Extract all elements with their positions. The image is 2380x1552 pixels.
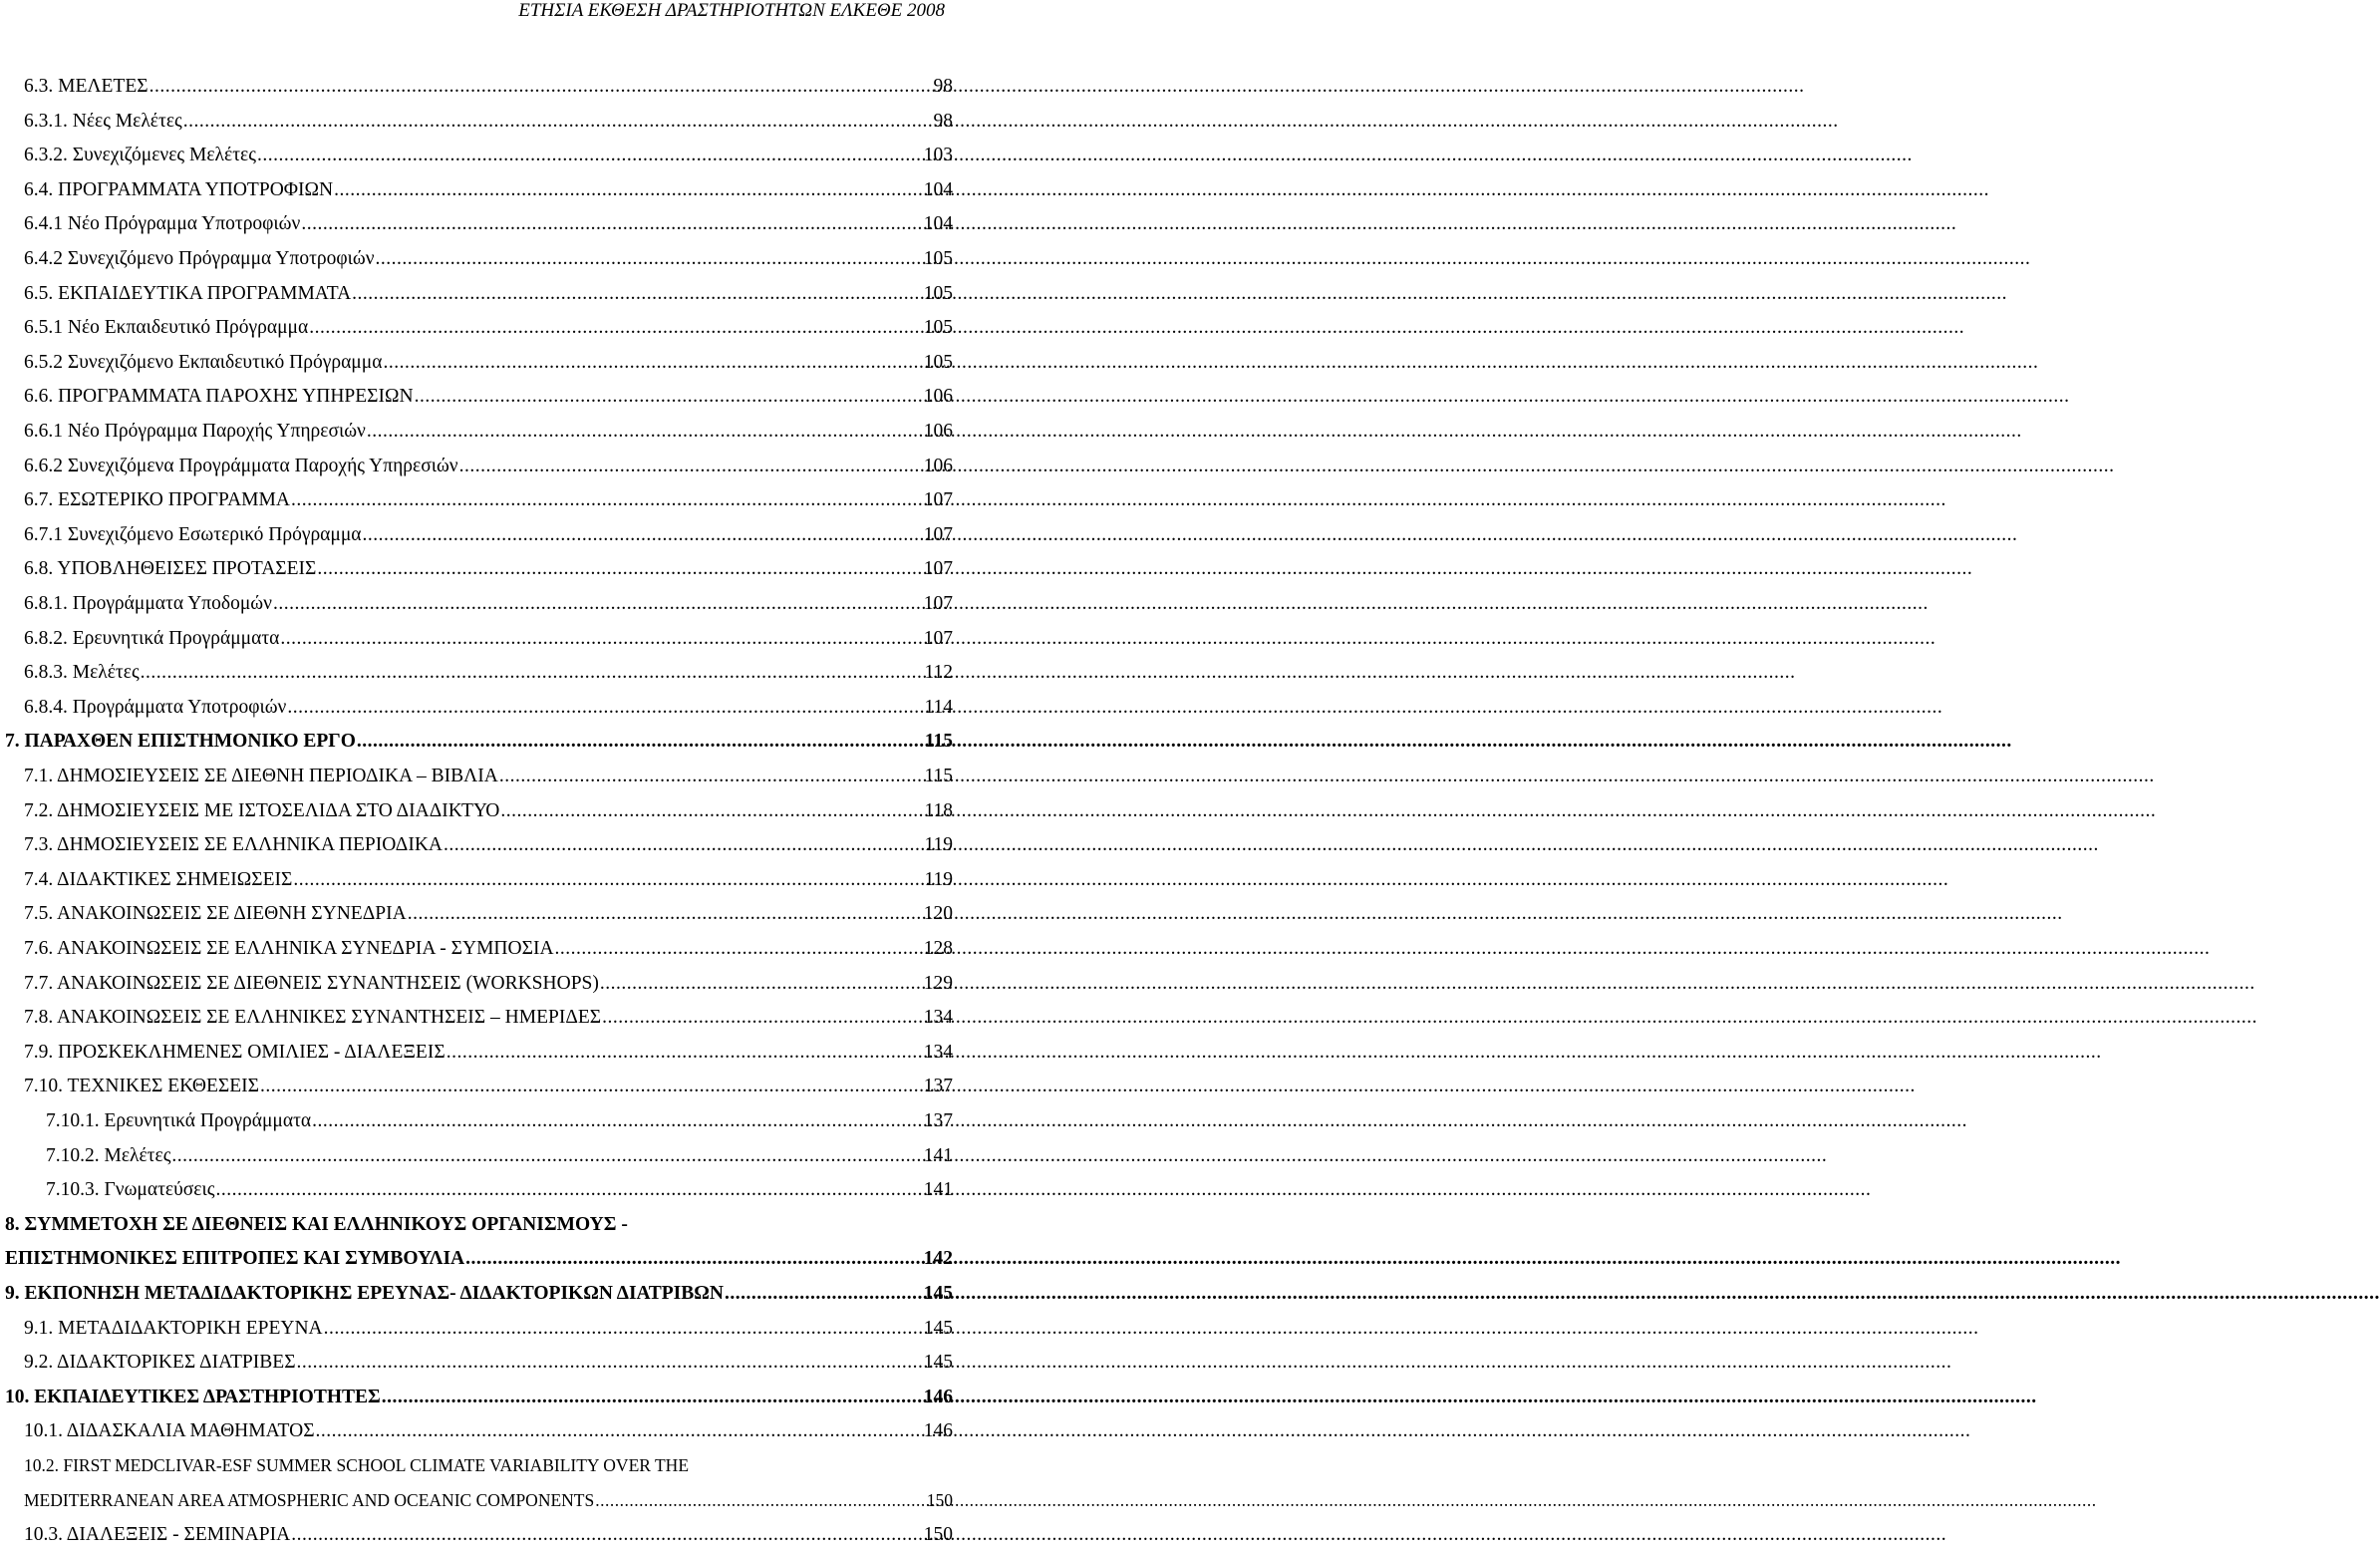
toc-entry-line [24,104,953,139]
toc-entry-label: 6.8.4. Προγράμματα Υποτροφιών [24,696,287,718]
toc-entry[interactable] [0,276,957,311]
toc-entry-line [24,1413,953,1448]
toc-entry-line [24,586,953,621]
toc-entry-page: 105 [923,317,953,339]
toc-entry-line [24,1069,953,1103]
toc-entry-label: 7.7. ΑΝΑΚΟΙΝΩΣΕΙΣ ΣΕ ΔΙΕΘΝΕΙΣ ΣΥΝΑΝΤΗΣΕΙΣ (WORKSHOPS) [24,972,599,994]
toc-entry-page: 107 [923,593,953,614]
toc-entry-page: 141 [923,1144,953,1166]
toc-entry-label: 10.1. ΔΙΔΑΣΚΑΛΙΑ ΜΑΘΗΜΑΤΟΣ [24,1420,315,1442]
toc-entry-page: 146 [923,1386,953,1407]
toc-entry-page: 146 [923,1420,953,1442]
toc-entry[interactable] [0,759,957,793]
toc-entry[interactable] [0,1138,957,1173]
toc-entry-page: 107 [923,523,953,545]
dot-leader [183,104,933,139]
toc-entry-line [24,310,953,345]
toc-entry-line [24,379,953,414]
toc-entry[interactable] [0,172,957,207]
toc-entry-label: 9.2. ΔΙΔΑΚΤΟΡΙΚΕΣ ΔΙΑΤΡΙΒΕΣ [24,1352,296,1374]
dot-leader [500,793,923,828]
dot-leader [376,241,923,276]
toc-entry[interactable] [0,241,957,276]
toc-entry-line [24,241,953,276]
toc-entry[interactable] [0,414,957,449]
dot-leader [555,931,923,966]
toc-entry-line [24,690,953,725]
toc-entry-label: 7.10.2. Μελέτες [46,1144,171,1166]
toc-entry-page: 118 [924,799,953,821]
toc-entry[interactable] [0,966,957,1001]
toc-entry[interactable] [0,69,957,104]
dot-leader [367,414,923,449]
toc-entry-label: 10.3. ΔΙΑΛΕΞΕΙΣ - ΣΕΜΙΝΑΡΙΑ [24,1524,291,1546]
toc-entry-label: 6.3.1. Νέες Μελέτες [24,110,182,132]
toc-entry[interactable] [0,206,957,241]
toc-entry[interactable] [0,551,957,586]
toc-entry-page: 129 [923,972,953,994]
dot-leader [260,1069,923,1103]
dot-leader [444,827,923,862]
toc-entry-line [5,1380,953,1414]
running-header: ΕΤΗΣΙΑ ΕΚΘΕΣΗ ΔΡΑΣΤΗΡΙΟΤΗΤΩΝ ΕΛΚΕΘΕ 2008 [518,0,945,21]
toc-entry[interactable] [0,586,957,621]
toc-entry-page: 120 [923,903,953,925]
toc-entry-label: 7.1. ΔΗΜΟΣΙΕΥΣΕΙΣ ΣΕ ΔΙΕΘΝΗ ΠΕΡΙΟΔΙΚΑ – ΒΙΒΛΙΑ [24,766,498,786]
dot-leader [287,690,923,725]
toc-entry-label: 9. ΕΚΠΟΝΗΣΗ ΜΕΤΑΔΙΔΑΚΤΟΡΙΚΗΣ ΕΡΕΥΝΑΣ- ΔΙΔΑΚΤΟΡΙΚΩΝ ΔΙΑΤΡΙΒΩΝ [5,1283,724,1304]
dot-leader [293,862,923,897]
toc-entry-label: 6.5.1 Νέο Εκπαιδευτικό Πρόγραμμα [24,317,309,339]
dot-leader [415,379,923,414]
toc-entry-page: 103 [923,145,953,166]
dot-leader [363,517,923,552]
toc-entry-label: 7. ΠΑΡΑΧΘΕΝ ΕΠΙΣΤΗΜΟΝΙΚΟ ΕΡΓΟ [5,731,356,753]
toc-entry-label: 6.7.1 Συνεχιζόμενο Εσωτερικό Πρόγραμμα [24,523,362,545]
dot-leader [334,172,923,207]
toc-entry[interactable] [0,793,957,828]
toc-entry-page: 106 [923,455,953,476]
dot-leader [595,1483,926,1518]
toc-entry[interactable] [0,482,957,517]
toc-entry-label: 7.4. ΔΙΔΑΚΤΙΚΕΣ ΣΗΜΕΙΩΣΕΙΣ [24,868,293,890]
dot-leader [602,1000,923,1035]
toc-entry-line [24,1448,953,1483]
toc-entry-line [24,345,953,380]
dot-leader [291,482,923,517]
toc-entry-line [24,138,953,172]
toc-entry-label: 6.3.2. Συνεχιζόμενες Μελέτες [24,145,256,166]
toc-entry-page: 115 [924,731,953,753]
toc-entry-line [46,1138,953,1173]
toc-entry-page: 106 [923,421,953,442]
toc-entry-line [24,896,953,931]
dot-leader [215,1172,922,1207]
toc-entry-page: 137 [923,1076,953,1097]
toc-entry-line [24,862,953,897]
toc-entry[interactable] [0,655,957,690]
toc-entry[interactable] [0,1483,957,1518]
dot-leader [291,1517,923,1552]
dot-leader [324,1311,923,1346]
toc-entry-line [24,931,953,966]
dot-leader [357,724,924,759]
toc-entry-label: 6.6. ΠΡΟΓΡΑΜΜΑΤΑ ΠΑΡΟΧΗΣ ΥΠΗΡΕΣΙΩΝ [24,386,414,408]
toc-entry-line [24,966,953,1001]
toc-entry-page: 134 [923,1041,953,1063]
toc-entry-label: 6.6.2 Συνεχιζόμενα Προγράμματα Παροχής Υπηρεσιών [24,455,458,476]
toc-entry-page: 98 [933,76,953,97]
toc-entry-page: 137 [923,1110,953,1131]
toc-entry-line [24,551,953,586]
toc-entry[interactable] [0,1311,957,1346]
toc-entry-page: 134 [923,1007,953,1029]
toc-entry-page: 142 [923,1248,953,1270]
toc-entry[interactable] [0,1241,957,1276]
toc-entry-label: 7.2. ΔΗΜΟΣΙΕΥΣΕΙΣ ΜΕ ΙΣΤΟΣΕΛΙΔΑ ΣΤΟ ΔΙΑΔΙΚΤΥΟ [24,799,500,821]
toc-entry[interactable] [0,517,957,552]
dot-leader [301,206,922,241]
toc-entry-page: 107 [923,627,953,649]
toc-entry-line [24,1000,953,1035]
toc-entry[interactable] [0,1103,957,1138]
toc-entry-page: 105 [923,248,953,269]
toc-entry-label: 9.1. ΜΕΤΑΔΙΔΑΚΤΟΡΙΚΗ ΕΡΕΥΝΑ [24,1317,323,1339]
toc-entry-line [24,276,953,311]
toc-entry-label: MEDITERRANEAN AREA ATMOSPHERIC AND OCEANIC COMPONENTS [24,1489,595,1510]
dot-leader [297,1345,923,1380]
toc-entry[interactable] [0,1000,957,1035]
toc-entry-line [5,724,953,759]
toc-entry-page: 141 [923,1179,953,1201]
toc-entry-label: 6.8. ΥΠΟΒΛΗΘΕΙΣΕΣ ΠΡΟΤΑΣΕΙΣ [24,558,317,580]
toc-entry[interactable] [0,1380,957,1414]
toc-entry-line [24,793,953,828]
dot-leader [383,345,922,380]
toc-entry-page: 104 [923,178,953,200]
dot-leader [280,621,922,656]
toc-entry-label: 6.7. ΕΣΩΤΕΡΙΚΟ ΠΡΟΓΡΑΜΜΑ [24,489,290,511]
toc-entry-line [5,1276,953,1311]
toc-entry[interactable] [0,310,957,345]
dot-leader [309,310,923,345]
toc-entry-line [24,655,953,690]
toc-entry[interactable] [0,1413,957,1448]
toc-entry-label: 7.10. ΤΕΧΝΙΚΕΣ ΕΚΘΕΣΕΙΣ [24,1076,259,1097]
dot-leader [316,1413,923,1448]
toc-entry-page: 104 [923,213,953,235]
toc-entry-line [24,206,953,241]
dot-leader [499,759,924,793]
dot-leader [171,1138,922,1173]
toc-entry[interactable] [0,1172,957,1207]
toc-entry-line [24,517,953,552]
toc-entry-line [46,1103,953,1138]
toc-entry-line [24,827,953,862]
toc-entry-label: 10.2. FIRST MEDCLIVAR-ESF SUMMER SCHOOL CLIMATE VARIABILITY OVER THE [24,1455,690,1475]
toc-entry-line [24,1345,953,1380]
toc-entry[interactable] [0,827,957,862]
toc-entry-label: 8. ΣΥΜΜΕΤΟΧΗ ΣΕ ΔΙΕΘΝΕΙΣ ΚΑΙ ΕΛΛΗΝΙΚΟΥΣ ΟΡΓΑΝΙΣΜΟΥΣ - [5,1213,628,1235]
toc-entry-line [5,1207,953,1242]
toc-entry[interactable] [0,724,957,759]
toc-entry-label: 7.6. ΑΝΑΚΟΙΝΩΣΕΙΣ ΣΕ ΕΛΛΗΝΙΚΑ ΣΥΝΕΔΡΙΑ - ΣΥΜΠΟΣΙΑ [24,938,554,959]
toc-entry-label: 7.10.1. Ερευνητικά Προγράμματα [46,1110,312,1131]
toc-entry[interactable] [0,931,957,966]
toc-entry-line [24,1311,953,1346]
toc-entry-page: 145 [923,1317,953,1339]
toc-entry-label: 7.8. ΑΝΑΚΟΙΝΩΣΕΙΣ ΣΕ ΕΛΛΗΝΙΚΕΣ ΣΥΝΑΝΤΗΣΕΙΣ – ΗΜΕΡΙΔΕΣ [24,1007,602,1029]
toc-entry-line [24,449,953,483]
toc-entry-label: 7.9. ΠΡΟΣΚΕΚΛΗΜΕΝΕΣ ΟΜΙΛΙΕΣ - ΔΙΑΛΕΞΕΙΣ [24,1041,446,1063]
toc-entry[interactable] [0,1276,957,1311]
toc-entry[interactable] [0,1069,957,1103]
toc-entry-label: ΕΠΙΣΤΗΜΟΝΙΚΕΣ ΕΠΙΤΡΟΠΕΣ ΚΑΙ ΣΥΜΒΟΥΛΙΑ [5,1248,465,1270]
toc-entry[interactable] [0,621,957,656]
toc-entry-label: 7.10.3. Γνωματεύσεις [46,1179,215,1201]
dot-leader [600,966,923,1001]
dot-leader [408,896,923,931]
toc-entry-line [24,759,953,793]
toc-entry-label: 6.8.3. Μελέτες [24,662,140,684]
toc-entry-page: 115 [924,766,953,786]
toc-entry-label: 6.4.2 Συνεχιζόμενο Πρόγραμμα Υποτροφιών [24,248,375,269]
toc-entry[interactable] [0,690,957,725]
toc-entry[interactable] [0,1207,957,1242]
toc-entry-page: 112 [924,662,953,684]
dot-leader [273,586,923,621]
dot-leader [725,1276,923,1311]
toc-entry-label: 6.8.1. Προγράμματα Υποδομών [24,593,272,614]
toc-entry[interactable] [0,449,957,483]
toc-entry-label: 6.3. ΜΕΛΕΤΕΣ [24,76,149,97]
toc-entry-line [24,172,953,207]
toc-entry-page: 107 [923,489,953,511]
toc-entry-page: 105 [923,282,953,304]
toc-entry[interactable] [0,1517,957,1552]
toc-entry[interactable] [0,862,957,897]
toc-entry[interactable] [0,1345,957,1380]
toc-entry-label: 7.3. ΔΗΜΟΣΙΕΥΣΕΙΣ ΣΕ ΕΛΛΗΝΙΚΑ ΠΕΡΙΟΔΙΚΑ [24,834,443,856]
toc-entry-page: 119 [924,868,953,890]
toc-entry[interactable] [0,345,957,380]
dot-leader [257,138,923,172]
toc-entry-line [24,69,953,104]
dot-leader [459,449,923,483]
toc-entry-line [5,1241,953,1276]
toc-entry-label: 6.6.1 Νέο Πρόγραμμα Παροχής Υπηρεσιών [24,421,366,442]
toc-entry-label: 6.4. ΠΡΟΓΡΑΜΜΑΤΑ ΥΠΟΤΡΟΦΙΩΝ [24,178,334,200]
toc-entry-label: 6.5.2 Συνεχιζόμενο Εκπαιδευτικό Πρόγραμμα [24,351,383,373]
dot-leader [149,69,933,104]
toc-entry-page: 119 [924,834,953,856]
toc-entry-page: 114 [924,696,953,718]
toc-entry-line [24,1517,953,1552]
toc-entry-page: 106 [923,386,953,408]
toc-entry-line [24,1035,953,1070]
toc-entry-page: 150 [926,1489,953,1510]
dot-leader [382,1380,923,1414]
toc-entry-line [46,1172,953,1207]
toc-entry-page: 150 [923,1524,953,1546]
toc-entry-page: 107 [923,558,953,580]
toc-entry[interactable] [0,896,957,931]
toc-entry-line [24,482,953,517]
toc-entry-page: 98 [933,110,953,132]
toc-entry-label: 10. ΕΚΠΑΙΔΕΥΤΙΚΕΣ ΔΡΑΣΤΗΡΙΟΤΗΤΕΣ [5,1386,381,1407]
toc-entry[interactable] [0,104,957,139]
toc-entry-line [24,1483,953,1518]
dot-leader [141,655,924,690]
toc-entry-page: 145 [923,1283,953,1304]
toc-entry-page: 128 [923,938,953,959]
dot-leader [352,276,923,311]
dot-leader [317,551,922,586]
dot-leader [312,1103,923,1138]
toc-entry-page: 105 [923,351,953,373]
toc-entry[interactable] [0,138,957,172]
toc-entry[interactable] [0,1448,957,1483]
dot-leader [446,1035,923,1070]
toc-entry[interactable] [0,1035,957,1070]
toc-entry-label: 7.5. ΑΝΑΚΟΙΝΩΣΕΙΣ ΣΕ ΔΙΕΘΝΗ ΣΥΝΕΔΡΙΑ [24,903,407,925]
toc-entry-label: 6.8.2. Ερευνητικά Προγράμματα [24,627,280,649]
toc-entry-label: 6.4.1 Νέο Πρόγραμμα Υποτροφιών [24,213,301,235]
toc-entry-label: 6.5. ΕΚΠΑΙΔΕΥΤΙΚΑ ΠΡΟΓΡΑΜΜΑΤΑ [24,282,352,304]
toc-entry[interactable] [0,379,957,414]
toc-entry-page: 145 [923,1352,953,1374]
dot-leader [465,1241,923,1276]
toc-entry-line [24,621,953,656]
toc-entry-line [24,414,953,449]
